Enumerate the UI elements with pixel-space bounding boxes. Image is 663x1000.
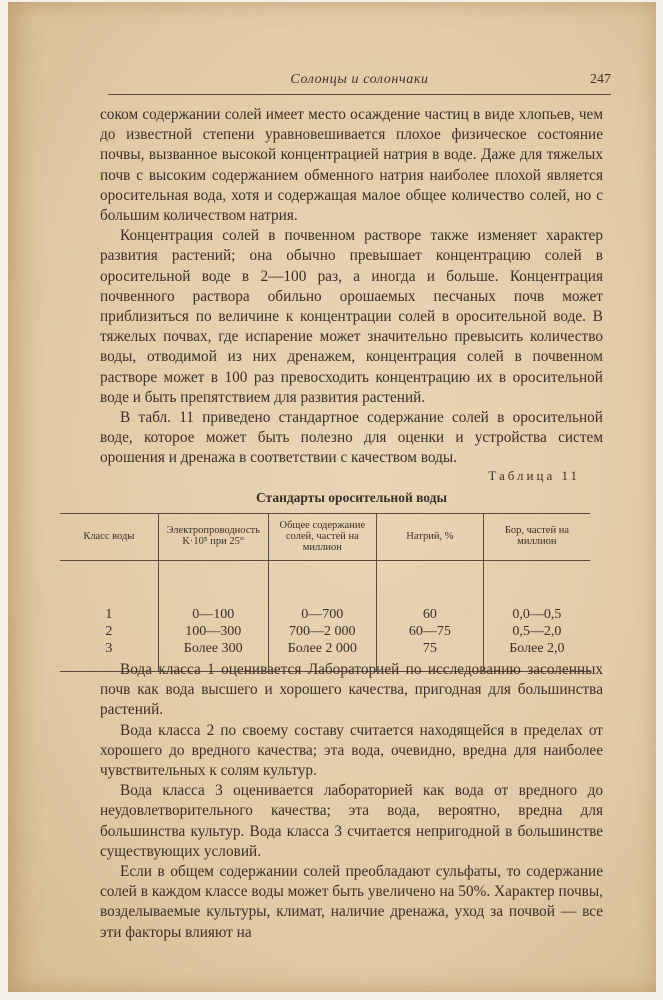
table-cell: 3 <box>60 640 158 672</box>
lower-body-text <box>100 660 603 943</box>
table-cell: 700—2 000 <box>268 623 376 640</box>
table-cell: Более 300 <box>158 640 268 672</box>
table-cell: 60 <box>376 606 483 623</box>
table-cell: 2 <box>105 624 113 639</box>
paragraph: Вода класса 2 по своему составу считается находящейся в пределах от хорошего до вредного качества; эта вода, очевидно, вредна для наиболее чувствительных к солям культур. <box>100 721 603 780</box>
running-title: Солонцы и солончаки <box>290 72 429 87</box>
paragraph: Вода класса 1 оценивается Лабораторией по исследованию засоленных почв как вода высшего и хорошего качества, пригодная для большинства растений. <box>100 661 603 719</box>
page-number: 247 <box>590 72 611 87</box>
table-cell: 0—700 <box>268 606 376 623</box>
table-cell: Более 2,0 <box>483 640 590 672</box>
table-cell: 60—75 <box>376 623 483 640</box>
upper-body-text <box>100 105 603 469</box>
paragraph: В табл. 11 приведено стандартное содержание солей в оросительной воде, которое может быть полезно для оценки и устройства систем орошения и дренажа в соответствии с качеством воды. <box>100 409 603 467</box>
column-header: Электропроводность K·10⁵ при 25° <box>158 514 268 561</box>
column-header: Бор, частей на миллион <box>483 514 590 561</box>
table-cell: 0,5—2,0 <box>483 623 590 640</box>
table-cell: 75 <box>376 640 483 672</box>
table-cell: 1 <box>105 607 113 622</box>
column-header: Общее содержание солей, частей на миллион <box>268 514 376 561</box>
standards-table <box>60 513 590 672</box>
table-row <box>60 623 590 640</box>
table-row <box>60 606 590 623</box>
table-header-row <box>60 514 590 561</box>
table-cell: Более 2 000 <box>268 640 376 672</box>
table-cell: 0,0—0,5 <box>483 606 590 623</box>
paragraph: Вода класса 3 оценивается лабораторией как вода от вредного до неудовлетворительного качества; эта вода, вероятно, вредна для большинства культур. Вода класса 3 считается непригодной в большинстве существующих условий. <box>100 782 603 860</box>
table-cell: 100—300 <box>158 623 268 640</box>
column-header: Класс воды <box>60 514 158 561</box>
paragraph: Если в общем содержании солей преобладают сульфаты, то содержание солей в каждом классе воды может быть увеличено на 50%. Характер почвы, возделываемые культуры, климат, наличие дренажа, уход за почвой — все эти факторы влияют на <box>100 863 603 941</box>
column-header: Натрий, % <box>376 514 483 561</box>
table-title: Стандарты оросительной воды <box>255 490 448 505</box>
paragraph: Концентрация солей в почвенном растворе также изменяет характер развития растений; она обычно превышает концентрацию солей в оросительной воде в 2—100 раз, а иногда и больше. Концентрация почвенного раствора обильно орошаемых песчаных почв может приблизиться по величине к концентрации солей в оросительной воде. В тяжелых почвах, где испарение может значительно превысить количество воды, отводимой из них дренажем, концентрация солей в почвенном растворе может в 100 раз превосходить концентрацию их в оросительной воде и быть препятствием для развития растений. <box>100 227 603 406</box>
page-header <box>108 72 611 95</box>
paragraph: соком содержании солей имеет место осаждение частиц в виде хлопьев, чем до известной степени уравновешивается плохое физическое состояние почвы, вызванное высокой концентрацией натрия в воде. Даже для тяжелых почв с высоким содержанием обменного натрия наиболее плохой является оросительная вода, хотя и содержащая малое общее количество солей, но с большим количеством натрия. <box>100 106 603 225</box>
table-label: Таблица 11 <box>488 468 580 483</box>
table-cell: 0—100 <box>158 606 268 623</box>
